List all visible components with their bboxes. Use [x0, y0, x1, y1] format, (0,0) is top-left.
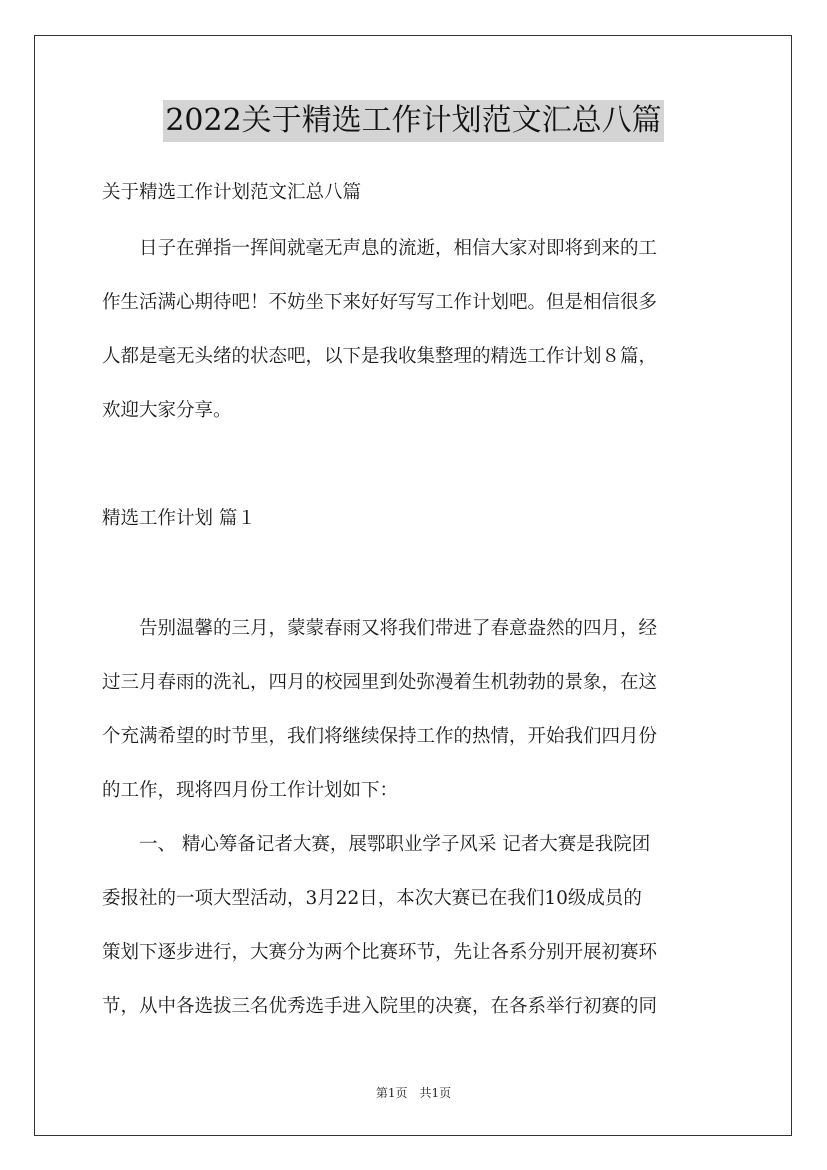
document-title: 2022关于精选工作计划范文汇总八篇	[163, 100, 663, 142]
section-line-5: 一、 精心筹备记者大赛，展鄂职业学子风采 记者大赛是我院团	[102, 834, 651, 855]
section-line-4: 的工作，现将四月份工作计划如下：	[102, 780, 399, 801]
section-heading: 精选工作计划 篇１	[102, 508, 256, 529]
section-line-2: 过三月春雨的洗礼，四月的校园里到处弥漫着生机勃勃的景象，在这	[102, 672, 658, 693]
page-footer: 第1页 共1页	[375, 1086, 452, 1100]
intro-line-2: 作生活满心期待吧！不妨坐下来好好写写工作计划吧。但是相信很多	[102, 292, 658, 313]
section-line-7: 策划下逐步进行，大赛分为两个比赛环节，先让各系分别开展初赛环	[102, 942, 658, 963]
section-line-6: 委报社的一项大型活动，3月22日，本次大赛已在我们10级成员的	[102, 888, 642, 909]
intro-line-3: 人都是毫无头绪的状态吧，以下是我收集整理的精选工作计划８篇，	[102, 346, 658, 367]
intro-line-4: 欢迎大家分享。	[102, 400, 232, 421]
section-line-3: 个充满希望的时节里，我们将继续保持工作的热情，开始我们四月份	[102, 726, 658, 747]
document-subtitle: 关于精选工作计划范文汇总八篇	[102, 182, 362, 203]
title-container	[0, 100, 827, 142]
intro-line-1: 日子在弹指一挥间就毫无声息的流逝，相信大家对即将到来的工	[102, 238, 658, 259]
section-line-8: 节，从中各选拔三名优秀选手进入院里的决赛，在各系举行初赛的同	[102, 996, 658, 1017]
section-line-1: 告别温馨的三月，蒙蒙春雨又将我们带进了春意盎然的四月，经	[102, 618, 658, 639]
